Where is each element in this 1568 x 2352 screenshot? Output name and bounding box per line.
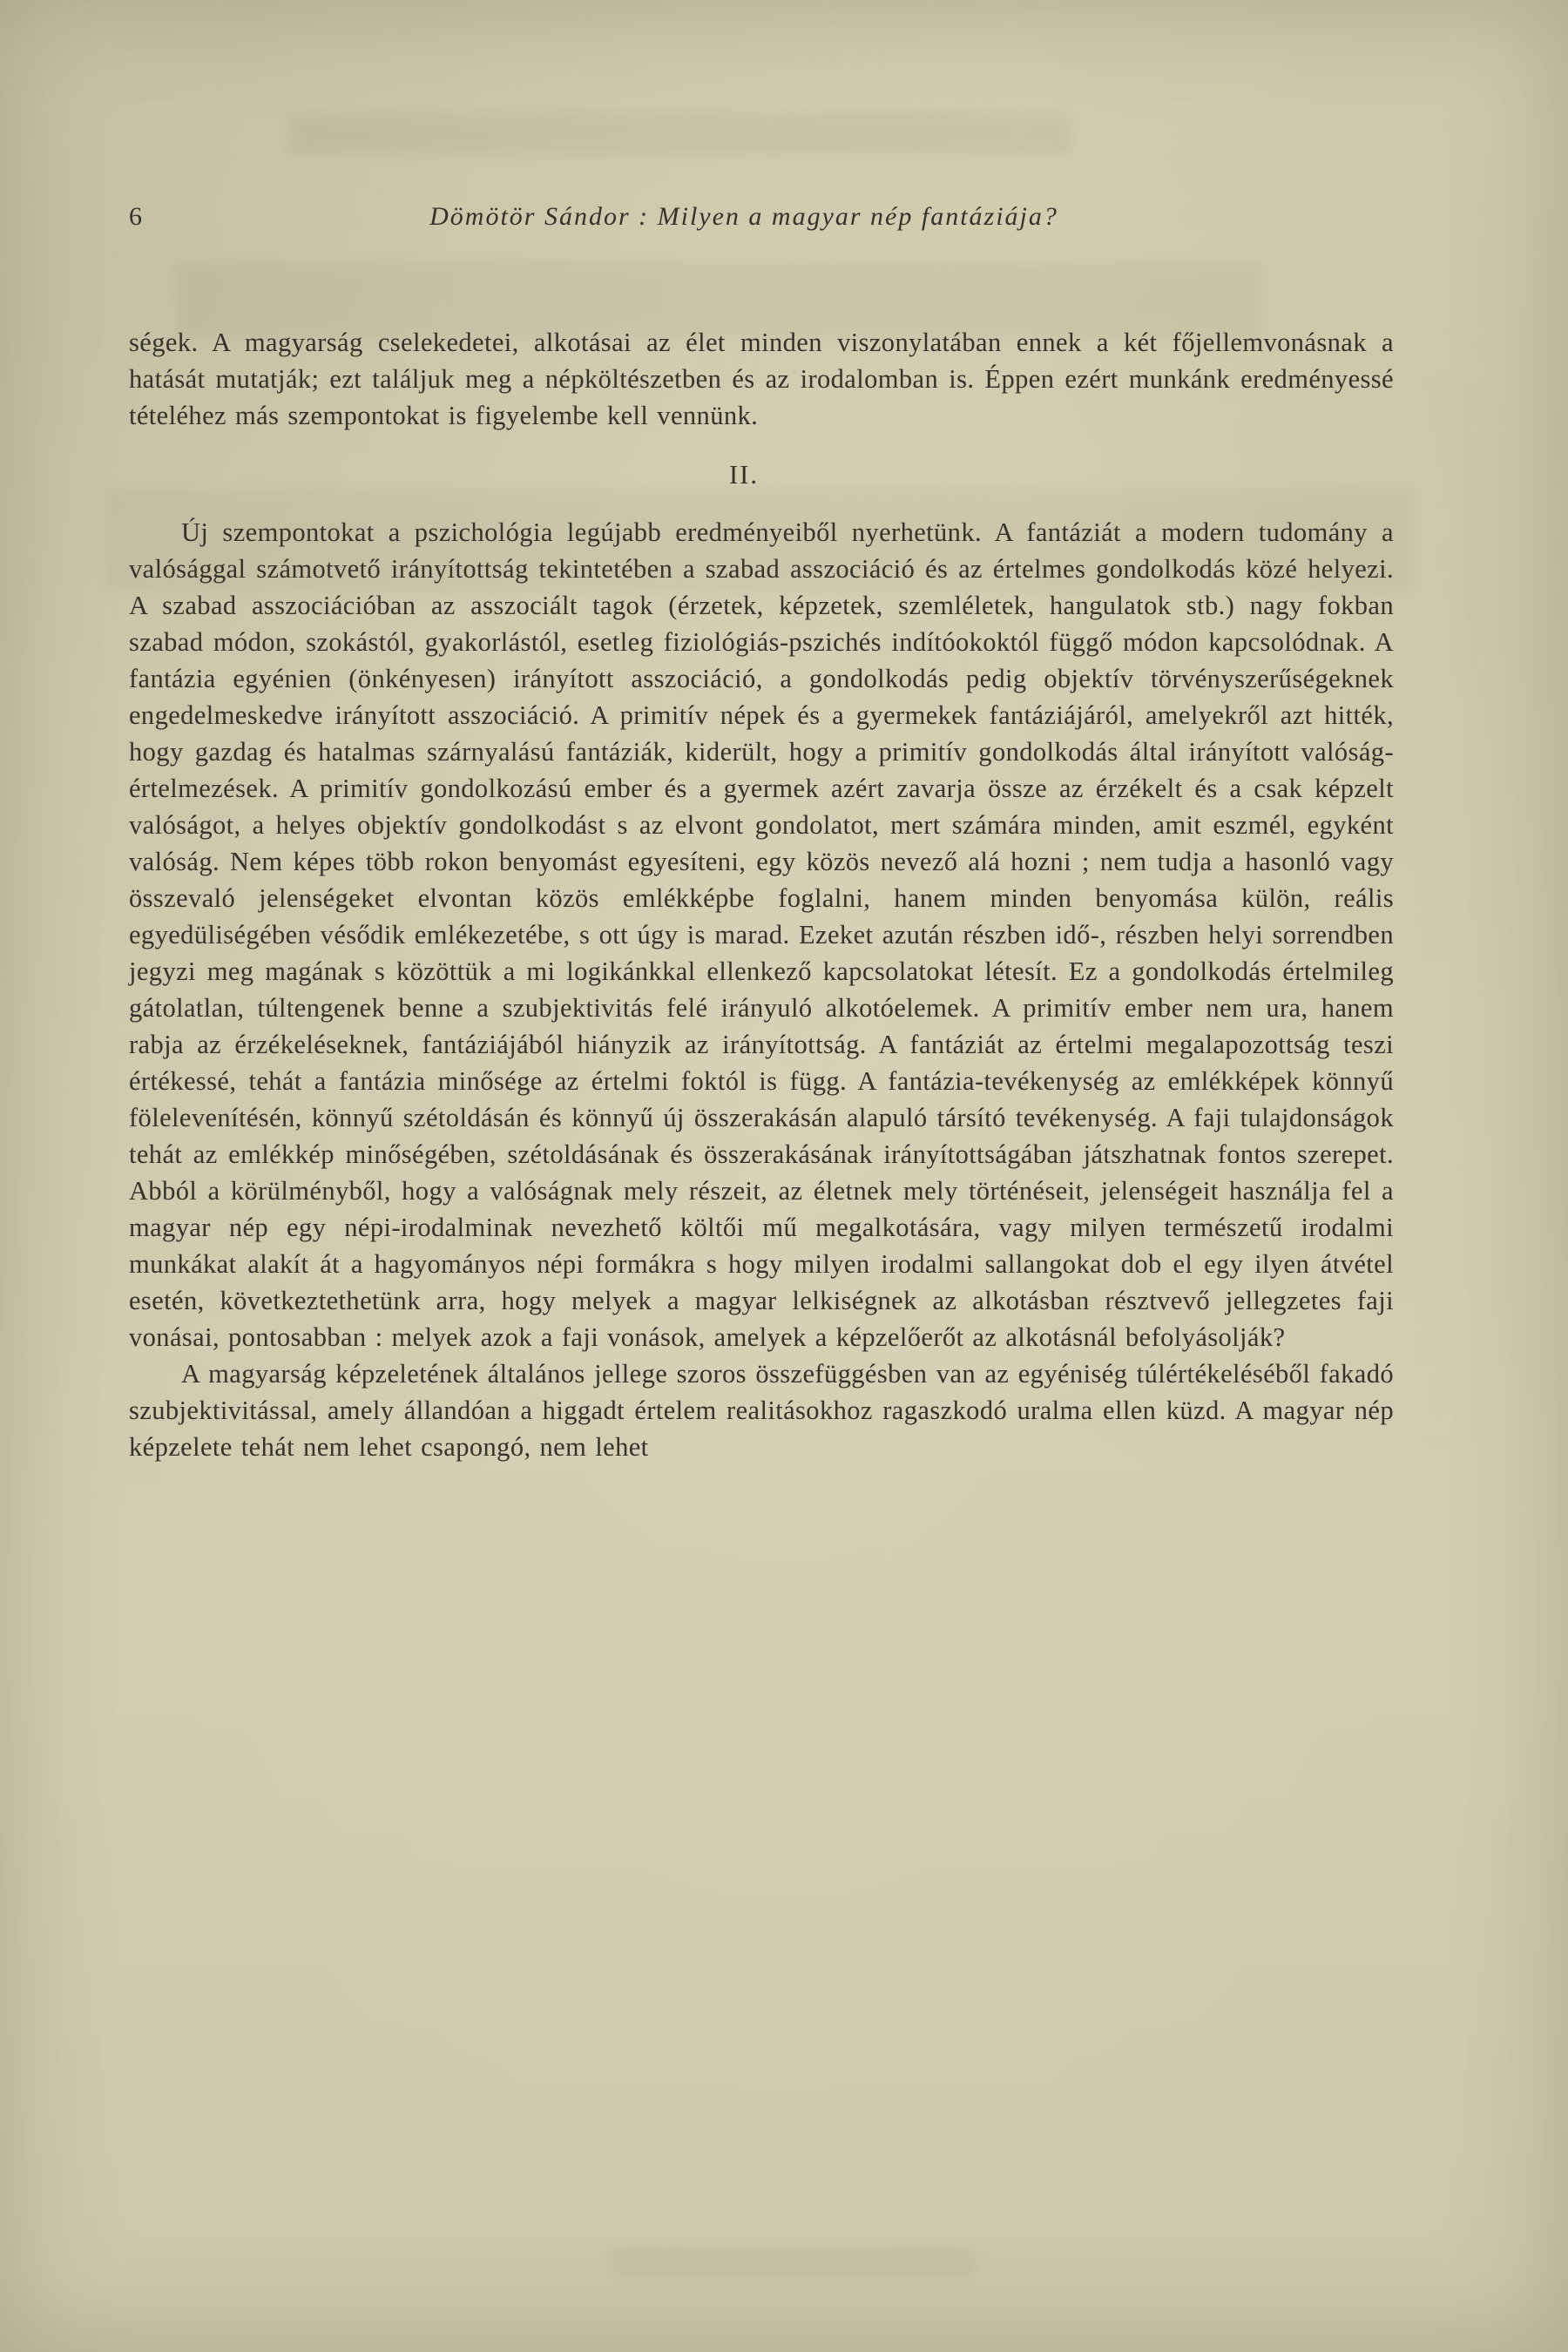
bleed-through-artifact bbox=[287, 113, 1071, 155]
running-header-title: Dömötör Sándor : Milyen a magyar nép fantáziája? bbox=[429, 202, 1058, 231]
section-heading: II. bbox=[729, 460, 759, 490]
paragraph-continuation: ségek. A magyarság cselekedetei, alkotásai az élet minden viszonylatában ennek a két főjellemvonásnak a hatását mutatják; ezt találjuk meg a népköltészetben és az irodalomban is. Éppen ezért munkánk eredményessé tételéhez más szempontokat is figyelembe kell vennünk. bbox=[129, 328, 1394, 430]
paragraph: A magyarság képzeletének általános jellege szoros összefüggésben van az egyéniség túlértékeléséből fakadó szubjektivitással, amely állandóan a higgadt értelem realitásokhoz ragaszkodó uralma ellen küzd. A magyar nép képzelete tehát nem lehet csapongó, nem lehet bbox=[129, 1359, 1394, 1462]
paragraph: Új szempontokat a pszichológia legújabb eredményeiből nyerhetünk. A fantáziát a modern tudomány a valósággal számotvető irányítottság tekintetében a szabad asszociáció és az értelmes gondolkodás közé helyezi. A szabad asszociációban az asszociált tagok (érzetek, képzetek, szemléletek, hangulatok stb.) nagy fokban szabad módon, szokástól, gyakorlástól, esetleg fiziológiás-pszichés indítóokoktól függő módon kapcsolódnak. A fantázia egyénien (önkényesen) irányított asszociáció, a gondolkodás pedig objektív törvényszerűségeknek engedelmeskedve irányított asszociáció. A primitív népek és a gyermekek fantáziájáról, amelyekről azt hitték, hogy gazdag és hatalmas szárnyalású fantáziák, kiderült, hogy a primitív gondolkodás által irányított valóság-értelmezések. A primitív gondolkozású ember és a gyermek azért zavarja össze az érzékelt és a csak képzelt valóságot, a helyes objektív gondolkodást s az elvont gondolatot, mert számára minden, amit eszmél, egyként valóság. Nem képes több rokon benyomást egyesíteni, egy közös nevező alá hozni ; nem tudja a hasonló vagy összevaló jelenségeket elvontan közös emlékképbe foglalni, hanem minden benyomása külön, reális egyedüliségében vésődik emlékezetébe, s ott úgy is marad. Ezeket azután részben idő-, részben helyi sorrendben jegyzi meg magának s közöttük a mi logikánkkal ellenkező kapcsolatokat létesít. Ez a gondolkodás értelmileg gátolatlan, túltengenek benne a szubjektivitás felé irányuló alkotóelemek. A primitív ember nem ura, hanem rabja az érzékeléseknek, fantáziájából hiányzik az irányítottság. A fantáziát az értelmi megalapozottság teszi értékessé, tehát a fantázia minősége az értelmi foktól is függ. A fantázia-tevékenység az emlékképek könnyű fölelevenítésén, könnyű szétoldásán és könnyű új összerakásán alapuló társító tevékenység. A faji tulajdonságok tehát az emlékkép minőségében, szétoldásának és összerakásának irányítottságában játszhatnak fontos szerepet. Abból a körülményből, hogy a valóságnak mely részeit, az életnek mely történéseit, jelenségeit használja fel a magyar nép egy népi-irodalminak nevezhető költői mű megalkotására, vagy milyen természetű irodalmi munkákat alakít át a hagyományos népi formákra s hogy milyen irodalmi sallangokat dob el egy ilyen átvétel esetén, következtethetünk arra, hogy melyek a magyar lelkiségnek az alkotásban résztvevő jellegzetes faji vonásai, pontosabban : melyek azok a faji vonások, amelyek a képzelőerőt az alkotásnál befolyásolják? bbox=[129, 517, 1394, 1352]
running-header bbox=[129, 202, 1394, 232]
body-text bbox=[129, 324, 1394, 1465]
bleed-through-artifact bbox=[610, 2247, 976, 2277]
page-number: 6 bbox=[129, 202, 143, 231]
